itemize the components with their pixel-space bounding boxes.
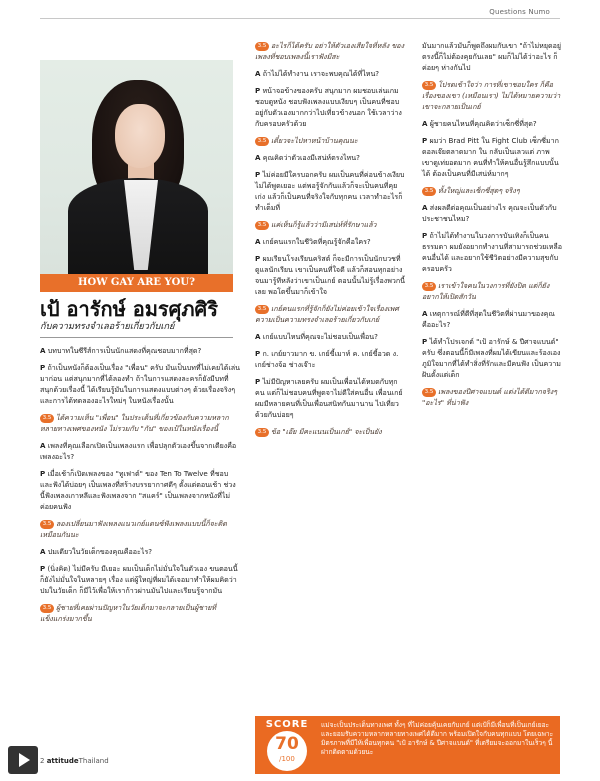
speaker-prefix: P	[255, 254, 261, 263]
score-badge: 3.5	[255, 428, 269, 437]
editor-comment	[40, 602, 240, 624]
score-badge: 3.5	[255, 42, 269, 51]
paragraph-text: ผมเรียนโรงเรียนคริสต์ ก็จะมีการเป็นนักบวชที่ดูแลนักเรียน เขาเป็นคนที่ใจดี แล้วก็สอนทุกอย่าง จนมารู้ทีหลังว่าเขาเป็นเกย์ ตอนนั้นไม่รู้เรื่องพวกนี้เลย พอโตขึ้นมาก็เข้าใจ	[255, 254, 406, 296]
interview-answer	[422, 40, 562, 73]
score-summary: แม่จะเป็นประเด็นทางเพศ ทั้งๆ ที่ไม่ค่อยคุ้นเคยกับเกย์ แต่เป้ก็มีเพื่อนที่เป็นเกย์เยอะ และยอมรับความหลากหลายทางเพศได้ดีมาก พร้อมเปิดใจกับคนทุกแบบ โดยเฉพาะมิตรภาพที่มีให้เพื่อนทุกคน "เป้ อารักษ์ & ปีศาจแบนด์" ที่เตรียมจะออกมาในเร็วๆ นี้ ฝากติดตามด้วยนะ	[321, 721, 554, 756]
editor-comment	[422, 185, 562, 196]
speaker-prefix: P	[255, 377, 261, 386]
section-banner: HOW GAY ARE YOU?	[40, 274, 233, 292]
score-badge: 3.5	[255, 305, 269, 314]
speaker-prefix: A	[255, 332, 261, 341]
paragraph-text: ได้ทำโปรเจกต์ "เป้ อารักษ์ & ปีศาจแบนด์" ครับ ซึ่งตอนนี้ก็มีเพลงที่ผมได้เขียนและร้องเอง ภูมิใจมากที่ได้ทำสิ่งที่รักและมีคนฟัง เป็นความฝันตั้งแต่เด็ก	[422, 337, 561, 379]
speaker-prefix: A	[40, 346, 46, 355]
header-rule	[40, 18, 560, 19]
interview-question	[422, 118, 562, 129]
score-badge: 3.5	[40, 414, 54, 423]
paragraph-text: ถ้าไม่ได้ทำงาน เราจะพบคุณได้ที่ไหน?	[262, 69, 380, 78]
editor-comment	[422, 280, 562, 302]
interview-question	[40, 345, 240, 356]
editor-comment	[40, 412, 240, 434]
profile-photo	[40, 60, 233, 274]
editor-comment	[255, 426, 405, 437]
score-badge: 3.5	[422, 81, 436, 90]
score-max: /100	[279, 755, 295, 763]
score-label: SCORE	[265, 719, 309, 730]
section-header: Questions Numo	[489, 8, 550, 16]
paragraph-text: เหตุการณ์ที่ดีที่สุดในชีวิตที่ผ่านมาของคุณคืออะไร?	[422, 309, 555, 329]
paragraph-text: เพลงของปีศาจแบนด์ แต่งได้ดีมากจริงๆ "อะไร" ที่น่าฟัง	[422, 387, 558, 407]
paragraph-text: คุณคิดว่าตัวเองมีเสน่ห์ตรงไหน?	[262, 153, 360, 162]
editor-comment	[255, 303, 405, 325]
paragraph-text: เกย์แบบไหนที่คุณจะไม่ชอบเป็นเพื่อน?	[262, 332, 378, 341]
speaker-prefix: A	[422, 203, 428, 212]
paragraph-text: มันมากแล้วมันก็พูดถึงผมกับเขา "ถ้าไม่หยุดอยู่ตรงนี้ก็ไม่ต้องคุยกันเลย" ผมก็ไม่ได้ว่าอะไร ก็ค่อยๆ ห่างกันไป	[422, 41, 562, 72]
page-number: 2	[40, 757, 45, 765]
interview-answer	[422, 135, 562, 179]
interview-answer	[40, 468, 240, 512]
interviewee-name: เป้ อารักษ์ อมรศุภศิริ	[40, 297, 218, 321]
interview-question	[422, 308, 562, 330]
paragraph-text: ก. เกย์ยาวมาก ข. เกย์ขี้เมาท์ ค. เกย์ขี้อวด ง. เกย์ช่างจ้อ ช่างเจ๊าะ	[255, 349, 399, 369]
editor-comment	[255, 135, 405, 146]
speaker-prefix: P	[40, 564, 46, 573]
score-badge: 3.5	[422, 388, 436, 397]
paragraph-text: แค่เห็นก็รู้แล้วว่ามีเสน่ห์ที่รักษาแล้ว	[271, 220, 377, 229]
interview-answer	[422, 230, 562, 274]
interview-answer	[255, 253, 405, 297]
article-column-1	[40, 345, 240, 630]
score-badge: 3.5	[40, 604, 54, 613]
editor-comment	[255, 40, 405, 62]
paragraph-text: ได้ความเห็น "เพื่อน" ในประเด็นที่เกี่ยวข้องกับความหลากหลายทางเพศของหนัง ไม่รวมกับ "กัน" ของเป้ในหนังเรื่องนี้	[40, 413, 229, 433]
page-footer	[40, 757, 109, 765]
play-icon[interactable]	[8, 746, 38, 774]
paragraph-text: ผู้ชายคนไหนที่คุณคิดว่าเซ็กซี่ที่สุด?	[429, 119, 537, 128]
paragraph-text: ลองเปลี่ยนมาฟังเพลงแนวเกย์แดนซ์ฟังเพลงแบบนี้ก็จะติดเหมือนกันนะ	[40, 519, 227, 539]
interview-answer	[255, 169, 405, 213]
interview-question	[255, 331, 405, 342]
speaker-prefix: P	[422, 337, 428, 346]
interview-answer	[255, 376, 405, 420]
interview-answer	[40, 563, 240, 596]
paragraph-text: ไม่มีปัญหาเลยครับ ผมเป็นเพื่อนได้หมดกับทุกคน แต่ก็ไม่ชอบคนที่พูดจาไม่ดีใส่คนอื่น เพื่อนเกย์ผมมีหลายคนที่เป็นเพื่อนสนิทกันมานาน ไปเที่ยวด้วยกันบ่อยๆ	[255, 377, 403, 419]
editor-comment	[40, 518, 240, 540]
score-value: 70	[275, 734, 299, 754]
paragraph-text: อะไรก็ได้ครับ อย่าให้ตัวเองเสียใจที่หลัง ของเพลงที่ชอบเพลงนี้เราฟังมีสะ	[255, 41, 405, 61]
magazine-edition: Thailand	[78, 757, 109, 765]
paragraph-text: หน้าจอข้างของครับ สนุกมาก ผมชอบเล่นเกม ชอบดูหนัง ชอบฟังเพลงแบบเงียบๆ เป็นคนที่ชอบอยู่กับตัวเองมากกว่าไปเที่ยวข้างนอก ใช้เวลาว่างกับครอบครัวด้วย	[255, 86, 402, 128]
paragraph-text: ข้อ "เอ๊ย มีคะแนนเป็นเกย์" จะเป็นยัง	[271, 427, 382, 436]
paragraph-text: ส่งผลดีต่อคุณเป็นอย่างไร คุณจะเป็นตัวกับประชาชนไหม?	[422, 203, 557, 223]
paragraph-text: เมื่อเช้าก็เปิดเพลงของ "ทูเฟาต์" ของ Ten To Twelve ที่ชอบและฟังได้บ่อยๆ เป็นเพลงที่สร้างบรรยากาศดีๆ ตั้งแต่ตอนเช้า ช่วงนี้ฟังเพลงเกาหลีและฟังเพลงจาก "สแคร์" เป็นเพลงจากหนังที่ไม่ค่อยคนฟัง	[40, 469, 236, 511]
interview-question	[255, 152, 405, 163]
paragraph-text: ผู้ชายที่เคยผ่านปัญหาในวัยเด็กมาจะกลายเป็นผู้ชายที่แข็งแกร่งมากขึ้น	[40, 603, 217, 623]
speaker-prefix: A	[255, 153, 261, 162]
interview-subtitle: กับความทรงจำเลอร้ายเกี่ยวกับเกย์	[40, 321, 175, 332]
interview-question	[255, 236, 405, 247]
interview-answer	[40, 362, 240, 406]
speaker-prefix: A	[255, 69, 261, 78]
speaker-prefix: A	[40, 547, 46, 556]
speaker-prefix: P	[40, 363, 46, 372]
speaker-prefix: P	[255, 349, 261, 358]
paragraph-text: เกย์คนแรกในชีวิตที่คุณรู้จักคือใคร?	[262, 237, 371, 246]
interview-answer	[255, 348, 405, 370]
paragraph-text: ปมเดียวในวัยเด็กของคุณคืออะไร?	[47, 547, 153, 556]
interview-question	[422, 202, 562, 224]
editor-comment	[255, 219, 405, 230]
interview-question	[40, 546, 240, 557]
editor-comment	[422, 386, 562, 408]
score-badge: 3.5	[422, 187, 436, 196]
speaker-prefix: A	[422, 119, 428, 128]
paragraph-text: ถ้าไม่ได้ทำงานในวงการบันเทิงก็เป็นคนธรรมดา ผมยังอยากทำงานที่สามารถช่วยเหลือคนอื่นได้ และอยากใช้ชีวิตอย่างมีความสุขกับครอบครัว	[422, 231, 562, 273]
paragraph-text: บทบาทในซีรีส์การเป็นนักแสดงที่คุณชอบมากที่สุด?	[47, 346, 202, 355]
article-column-3	[422, 40, 562, 414]
score-circle	[267, 731, 307, 771]
score-badge: 3.5	[255, 137, 269, 146]
paragraph-text: โปรดเข้าใจว่า การที่เขาชอบใคร ก็คือเรื่องของเขา (เหมือนเรา) ไม่ได้หมายความว่าเขาจะกลายเป็นเกย์	[422, 80, 561, 111]
speaker-prefix: P	[422, 231, 428, 240]
paragraph-text: เกย์คนแรกที่รู้จักก็ยังไม่ค่อยเข้าใจเรื่องเพศ ความเป็นความทรงจำเลอร้ายเกี่ยวกับเกย์	[255, 304, 399, 324]
speaker-prefix: A	[255, 237, 261, 246]
interview-answer	[255, 85, 405, 129]
interview-question	[40, 440, 240, 462]
interview-answer	[422, 336, 562, 380]
interview-question	[255, 68, 405, 79]
paragraph-text: เราเข้าใจคนในวงการที่ยังปิด แต่ก็ยังอยากให้เปิดสักวัน	[422, 281, 550, 301]
speaker-prefix: P	[255, 86, 261, 95]
score-badge: 3.5	[40, 520, 54, 529]
speaker-prefix: A	[422, 309, 428, 318]
speaker-prefix: P	[422, 136, 428, 145]
paragraph-text: เดี๋ยวจะไปหาหน้าบ้านคุณนะ	[271, 136, 358, 145]
paragraph-text: ถ้าเป็นหนังก็ต้องเป็นเรื่อง "เพื่อน" ครับ มันเป็นบทที่ไม่เคยได้เล่นมาก่อน แต่สนุกมากที่ได้ลองทำ ถ้าในการแสดงละครก็ยังมีบทที่สนุกด้วยเรื่องนี้ ได้เรียนรู้มันในการแสดงแบบต่างๆ ด้วยเรื่องจริงๆ และการได้ทดลองอะไรใหม่ๆ ในหนังเรื่องนั้น	[40, 363, 240, 405]
speaker-prefix: P	[255, 170, 261, 179]
magazine-name: attitude	[46, 757, 79, 765]
speaker-prefix: A	[40, 441, 46, 450]
score-box	[255, 716, 560, 774]
paragraph-text: ไม่ค่อยมีใครบอกครับ ผมเป็นคนที่ค่อนข้างเงียบ ไม่ได้พูดเยอะ แต่พอรู้จักกันแล้วก็จะเป็นคนที่คุยเก่ง แล้วก็เป็นคนที่จริงใจกับทุกคน เวลาทำอะไรก็ทำเต็มที่	[255, 170, 405, 212]
paragraph-text: (นิ่งคิด) ไม่มีครับ มีเยอะ ผมเป็นเด็กไม่มั่นใจในตัวเอง ขนตอนนี้ก็ยังไม่มั่นใจในหลายๆ เรื่อง แต่ผู้ใหญ่ที่ผมได้เจอมาทำให้ผมคิดว่าปมในวัยเด็ก ก็มีไว้เพื่อให้เราก้าวผ่านมันไปและเรียนรู้จากมัน	[40, 564, 238, 595]
title-rule	[40, 337, 233, 338]
score-badge: 3.5	[255, 221, 269, 230]
paragraph-text: เพลงที่คุณเลือกเปิดเป็นเพลงแรก เพื่อปลุกตัวเองขึ้นจากเตียงคือเพลงอะไร?	[40, 441, 237, 461]
paragraph-text: ผมว่า Brad Pitt ใน Fight Club เซ็กซี่มาก ดอลเจ๊ยตลาดมาก ใน กลับเป็นเลวแต่ ภาพ เขาดูเท่ยอดมาก คนที่ทำให้คนอื่นรู้สึกแบบนั้นได้ ต้องเป็นคนที่มีเสน่ห์มากๆ	[422, 136, 559, 178]
editor-comment	[422, 79, 562, 112]
score-badge: 3.5	[422, 282, 436, 291]
speaker-prefix: P	[40, 469, 46, 478]
article-column-2	[255, 40, 405, 443]
paragraph-text: ทั้งใหญ่และเซ็กซี่สุดๆ จริงๆ	[438, 186, 520, 195]
